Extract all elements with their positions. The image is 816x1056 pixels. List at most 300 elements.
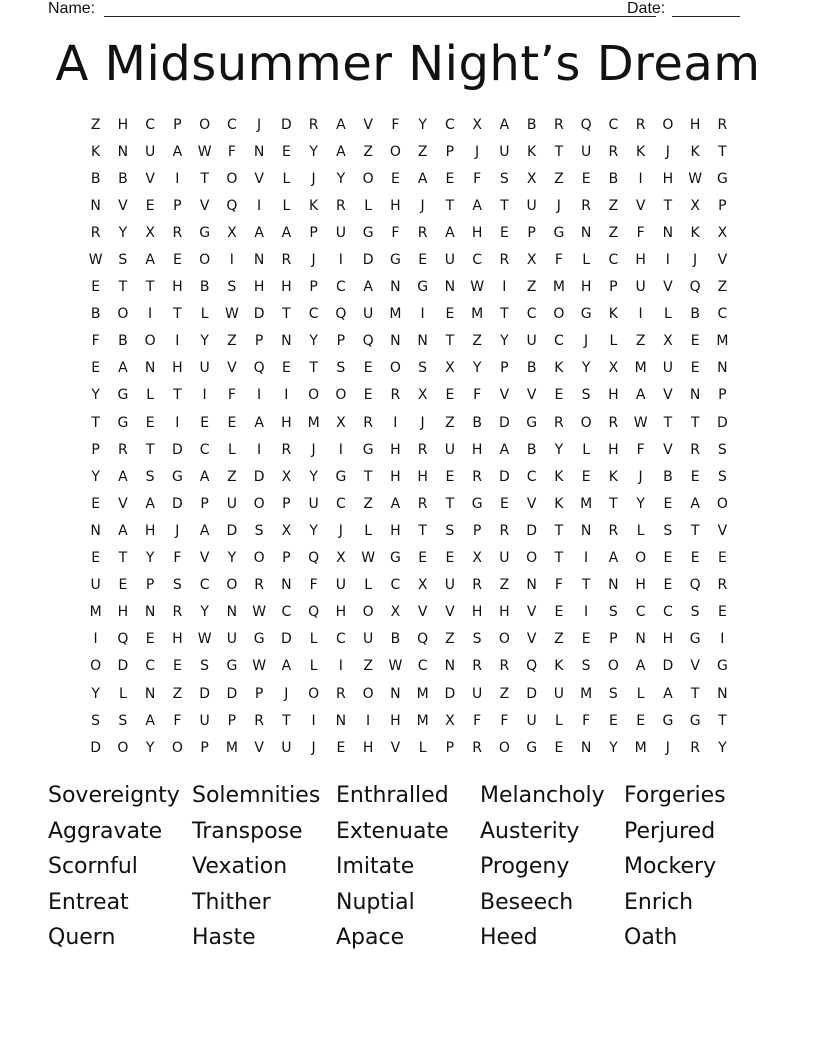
grid-cell: I bbox=[338, 658, 343, 675]
grid-cell: K bbox=[554, 468, 564, 485]
grid-cell: F bbox=[227, 387, 236, 404]
grid-row bbox=[82, 653, 736, 680]
grid-cell: D bbox=[226, 685, 238, 702]
grid-cell: U bbox=[90, 577, 101, 594]
grid-cell: G bbox=[171, 468, 183, 485]
grid-cell: A bbox=[281, 224, 292, 241]
grid-cell: D bbox=[171, 495, 183, 512]
grid-cell: Y bbox=[200, 333, 209, 350]
grid-cell: N bbox=[717, 685, 728, 702]
grid-cell: C bbox=[526, 468, 537, 485]
grid-cell: O bbox=[226, 170, 238, 187]
grid-cell: N bbox=[444, 658, 456, 675]
grid-cell: H bbox=[117, 604, 129, 621]
grid-cell: E bbox=[227, 414, 237, 431]
grid-cell: W bbox=[197, 631, 212, 648]
grid-cell: T bbox=[718, 712, 727, 729]
grid-row bbox=[82, 301, 736, 328]
grid-cell: P bbox=[472, 522, 482, 539]
grid-cell: D bbox=[90, 739, 102, 756]
grid-cell: C bbox=[281, 604, 292, 621]
grid-cell: D bbox=[253, 468, 265, 485]
grid-cell: B bbox=[90, 170, 101, 187]
grid-cell: V bbox=[717, 252, 728, 269]
word-list-item: Scornful bbox=[48, 854, 138, 880]
grid-cell: U bbox=[444, 441, 455, 458]
grid-cell: E bbox=[445, 550, 455, 567]
grid-cell: X bbox=[663, 333, 673, 350]
grid-cell: O bbox=[389, 143, 401, 160]
grid-cell: U bbox=[145, 143, 156, 160]
grid-cell: B bbox=[526, 360, 537, 377]
word-list bbox=[48, 778, 768, 956]
grid-cell: C bbox=[226, 116, 237, 133]
grid-cell: W bbox=[252, 658, 267, 675]
grid-cell: X bbox=[445, 360, 455, 377]
grid-cell: P bbox=[718, 197, 727, 214]
word-list-item: Sovereignty bbox=[48, 783, 180, 808]
grid-cell: U bbox=[472, 685, 483, 702]
grid-cell: A bbox=[172, 143, 183, 160]
grid-cell: A bbox=[336, 116, 346, 133]
grid-cell: H bbox=[117, 116, 129, 133]
grid-cell: O bbox=[607, 658, 619, 675]
grid-cell: V bbox=[199, 550, 210, 567]
grid-cell: J bbox=[420, 197, 425, 214]
grid-cell: F bbox=[554, 577, 563, 594]
grid-cell: K bbox=[636, 143, 646, 160]
grid-cell: M bbox=[471, 306, 484, 323]
grid-cell: E bbox=[608, 712, 618, 729]
grid-cell: B bbox=[526, 116, 537, 133]
grid-cell: F bbox=[473, 387, 482, 404]
grid-cell: M bbox=[416, 685, 429, 702]
grid-cell: S bbox=[172, 577, 182, 594]
grid-cell: S bbox=[608, 685, 618, 702]
grid-cell: C bbox=[417, 658, 428, 675]
grid-cell: I bbox=[175, 170, 180, 187]
grid-cell: B bbox=[118, 170, 128, 187]
grid-cell: E bbox=[690, 550, 700, 567]
grid-cell: T bbox=[173, 387, 182, 404]
grid-cell: G bbox=[553, 224, 565, 241]
grid-cell: W bbox=[633, 414, 648, 431]
grid-cell: G bbox=[716, 658, 728, 675]
grid-cell: T bbox=[581, 577, 591, 594]
grid-cell: I bbox=[202, 387, 207, 404]
grid-cell: O bbox=[308, 685, 320, 702]
grid-cell: D bbox=[716, 414, 728, 431]
grid-cell: F bbox=[582, 712, 591, 729]
grid-cell: P bbox=[254, 685, 264, 702]
grid-cell: X bbox=[526, 252, 537, 269]
grid-cell: Y bbox=[418, 116, 427, 133]
grid-cell: S bbox=[200, 658, 210, 675]
grid-cell: T bbox=[663, 197, 673, 214]
grid-cell: R bbox=[499, 522, 510, 539]
grid-cell: R bbox=[118, 441, 128, 458]
grid-cell: Z bbox=[635, 333, 646, 350]
grid-cell: N bbox=[580, 522, 592, 539]
grid-cell: O bbox=[716, 495, 728, 512]
grid-cell: N bbox=[526, 577, 537, 594]
grid-cell: U bbox=[308, 495, 319, 512]
grid-cell: J bbox=[556, 197, 561, 214]
grid-cell: I bbox=[665, 252, 670, 269]
word-list-item: Quern bbox=[48, 925, 116, 951]
grid-cell: Z bbox=[554, 170, 564, 187]
grid-cell: A bbox=[608, 550, 619, 567]
grid-cell: V bbox=[118, 495, 128, 512]
grid-cell: G bbox=[716, 170, 728, 187]
grid-cell: N bbox=[253, 143, 265, 160]
grid-cell: I bbox=[584, 550, 589, 567]
grid-cell: V bbox=[635, 197, 646, 214]
grid-cell: S bbox=[581, 658, 591, 675]
grid-cell: N bbox=[717, 360, 728, 377]
grid-cell: O bbox=[498, 631, 510, 648]
grid-cell: J bbox=[311, 441, 316, 458]
grid-cell: I bbox=[502, 279, 507, 296]
grid-cell: X bbox=[690, 197, 700, 214]
grid-cell: Q bbox=[417, 631, 429, 648]
grid-row bbox=[82, 138, 736, 165]
grid-cell: P bbox=[309, 224, 318, 241]
grid-cell: R bbox=[254, 577, 264, 594]
grid-cell: X bbox=[281, 468, 292, 485]
grid-cell: A bbox=[663, 685, 673, 702]
grid-cell: M bbox=[634, 739, 647, 756]
grid-cell: D bbox=[498, 468, 510, 485]
grid-cell: E bbox=[445, 170, 455, 187]
grid-cell: T bbox=[554, 143, 564, 160]
grid-cell: L bbox=[227, 441, 236, 458]
grid-cell: K bbox=[608, 468, 618, 485]
grid-cell: R bbox=[472, 658, 482, 675]
word-list-item: Extenuate bbox=[336, 818, 449, 844]
grid-cell: I bbox=[584, 604, 589, 621]
grid-cell: V bbox=[526, 495, 537, 512]
grid-cell: I bbox=[720, 631, 725, 648]
grid-cell: Z bbox=[445, 631, 455, 648]
grid-row bbox=[82, 599, 736, 626]
grid-cell: P bbox=[200, 495, 209, 512]
grid-cell: J bbox=[175, 522, 180, 539]
grid-cell: E bbox=[118, 577, 128, 594]
grid-cell: G bbox=[253, 631, 265, 648]
grid-cell: W bbox=[388, 658, 403, 675]
grid-cell: H bbox=[635, 577, 646, 594]
grid-cell: A bbox=[199, 468, 210, 485]
grid-cell: L bbox=[364, 577, 373, 594]
grid-cell: H bbox=[172, 360, 183, 377]
grid-cell: Y bbox=[500, 333, 509, 350]
grid-cell: S bbox=[690, 604, 700, 621]
grid-cell: D bbox=[280, 631, 292, 648]
grid-cell: J bbox=[665, 143, 670, 160]
grid-cell: R bbox=[172, 604, 183, 621]
grid-cell: W bbox=[688, 170, 703, 187]
grid-cell: N bbox=[281, 333, 292, 350]
grid-cell: R bbox=[608, 522, 619, 539]
grid-cell: R bbox=[254, 712, 264, 729]
word-list-item: Forgeries bbox=[624, 783, 726, 808]
grid-cell: C bbox=[444, 116, 455, 133]
grid-cell: S bbox=[663, 522, 673, 539]
grid-cell: Y bbox=[118, 224, 128, 241]
grid-cell: I bbox=[175, 333, 180, 350]
grid-cell: R bbox=[499, 252, 510, 269]
grid-cell: N bbox=[253, 252, 265, 269]
grid-cell: K bbox=[554, 360, 564, 377]
grid-cell: F bbox=[173, 712, 182, 729]
grid-cell: O bbox=[308, 387, 320, 404]
grid-cell: R bbox=[90, 224, 101, 241]
grid-cell: S bbox=[118, 712, 128, 729]
grid-cell: E bbox=[717, 550, 727, 567]
grid-cell: Z bbox=[363, 658, 373, 675]
grid-cell: E bbox=[690, 468, 700, 485]
word-list-item: Apace bbox=[336, 925, 405, 951]
grid-cell: R bbox=[417, 224, 428, 241]
grid-cell: N bbox=[335, 712, 347, 729]
grid-cell: E bbox=[445, 387, 455, 404]
grid-cell: T bbox=[690, 522, 700, 539]
grid-cell: R bbox=[554, 116, 564, 133]
grid-cell: B bbox=[199, 279, 210, 296]
grid-cell: V bbox=[363, 116, 373, 133]
grid-cell: L bbox=[554, 712, 563, 729]
grid-cell: M bbox=[307, 414, 320, 431]
grid-cell: Q bbox=[362, 333, 374, 350]
grid-cell: O bbox=[580, 414, 592, 431]
grid-cell: I bbox=[284, 387, 289, 404]
grid-cell: F bbox=[500, 712, 509, 729]
grid-cell: T bbox=[418, 522, 427, 539]
grid-cell: W bbox=[197, 143, 212, 160]
grid-cell: R bbox=[690, 441, 700, 458]
grid-cell: F bbox=[91, 333, 100, 350]
grid-cell: E bbox=[91, 360, 101, 377]
grid-cell: U bbox=[335, 577, 346, 594]
grid-cell: V bbox=[717, 522, 728, 539]
grid-row bbox=[82, 165, 736, 192]
grid-cell: Z bbox=[526, 279, 537, 296]
grid-cell: E bbox=[554, 739, 564, 756]
grid-cell: M bbox=[580, 685, 593, 702]
grid-cell: O bbox=[90, 658, 102, 675]
grid-cell: P bbox=[718, 387, 727, 404]
grid-cell: E bbox=[717, 604, 727, 621]
grid-cell: C bbox=[608, 252, 619, 269]
grid-cell: A bbox=[254, 224, 264, 241]
grid-cell: E bbox=[418, 252, 428, 269]
header bbox=[48, 0, 748, 20]
grid-cell: S bbox=[91, 712, 101, 729]
grid-cell: J bbox=[584, 333, 589, 350]
grid-cell: O bbox=[253, 550, 265, 567]
grid-cell: Z bbox=[608, 224, 619, 241]
word-list-item: Haste bbox=[192, 925, 256, 951]
word-list-item: Transpose bbox=[192, 818, 303, 844]
grid-cell: D bbox=[526, 685, 538, 702]
grid-cell: O bbox=[171, 739, 183, 756]
grid-cell: L bbox=[309, 658, 318, 675]
grid-cell: N bbox=[90, 522, 101, 539]
grid-cell: P bbox=[91, 441, 100, 458]
word-list-item: Entreat bbox=[48, 889, 129, 915]
grid-cell: S bbox=[608, 604, 618, 621]
grid-cell: A bbox=[118, 522, 128, 539]
grid-cell: U bbox=[199, 712, 210, 729]
grid-cell: Y bbox=[472, 360, 482, 377]
grid-cell: E bbox=[145, 197, 155, 214]
grid-cell: F bbox=[636, 441, 645, 458]
grid-cell: K bbox=[690, 224, 700, 241]
grid-cell: X bbox=[417, 387, 428, 404]
grid-row bbox=[82, 517, 736, 544]
grid-cell: A bbox=[281, 658, 292, 675]
grid-cell: L bbox=[418, 739, 427, 756]
grid-cell: G bbox=[662, 712, 674, 729]
grid-cell: T bbox=[91, 414, 100, 431]
grid-cell: L bbox=[636, 685, 645, 702]
grid-cell: W bbox=[361, 550, 376, 567]
grid-cell: E bbox=[581, 468, 591, 485]
grid-cell: E bbox=[145, 414, 155, 431]
grid-cell: A bbox=[499, 441, 510, 458]
grid-cell: T bbox=[554, 522, 564, 539]
grid-row bbox=[82, 382, 736, 409]
word-list-item: Aggravate bbox=[48, 818, 163, 844]
grid-cell: C bbox=[608, 116, 619, 133]
grid-cell: R bbox=[363, 414, 373, 431]
grid-cell: V bbox=[254, 170, 264, 187]
grid-cell: Y bbox=[718, 739, 727, 756]
grid-cell: D bbox=[498, 414, 510, 431]
grid-cell: F bbox=[636, 224, 645, 241]
word-list-item: Progeny bbox=[480, 854, 570, 880]
grid-cell: R bbox=[336, 685, 346, 702]
grid-cell: Z bbox=[363, 143, 373, 160]
grid-cell: Z bbox=[363, 495, 373, 512]
grid-cell: H bbox=[608, 387, 619, 404]
grid-cell: K bbox=[91, 143, 101, 160]
word-list-item: Enrich bbox=[624, 889, 694, 915]
grid-cell: J bbox=[420, 414, 425, 431]
grid-cell: H bbox=[390, 197, 401, 214]
grid-cell: E bbox=[663, 577, 673, 594]
grid-cell: S bbox=[499, 170, 509, 187]
grid-cell: P bbox=[445, 739, 455, 756]
grid-cell: N bbox=[117, 143, 129, 160]
grid-cell: I bbox=[148, 306, 153, 323]
grid-cell: B bbox=[118, 333, 128, 350]
grid-cell: V bbox=[390, 739, 401, 756]
grid-cell: E bbox=[172, 658, 182, 675]
grid-cell: I bbox=[638, 306, 643, 323]
grid-cell: G bbox=[689, 631, 701, 648]
grid-cell: H bbox=[172, 279, 183, 296]
grid-cell: U bbox=[226, 631, 237, 648]
grid-cell: V bbox=[663, 441, 673, 458]
grid-cell: L bbox=[582, 252, 591, 269]
grid-cell: O bbox=[199, 116, 211, 133]
grid-row bbox=[82, 707, 736, 734]
grid-cell: H bbox=[417, 468, 428, 485]
grid-cell: X bbox=[390, 604, 401, 621]
grid-cell: J bbox=[638, 468, 643, 485]
date-field-line bbox=[672, 16, 740, 17]
grid-cell: E bbox=[554, 604, 564, 621]
grid-cell: C bbox=[335, 495, 346, 512]
grid-row bbox=[82, 219, 736, 246]
grid-row bbox=[82, 734, 736, 761]
grid-cell: M bbox=[389, 306, 402, 323]
grid-cell: Z bbox=[172, 685, 183, 702]
grid-cell: U bbox=[526, 712, 537, 729]
grid-cell: C bbox=[199, 441, 210, 458]
word-list-item: Perjured bbox=[624, 818, 716, 844]
grid-cell: H bbox=[253, 279, 265, 296]
grid-cell: A bbox=[499, 116, 510, 133]
grid-row bbox=[82, 680, 736, 707]
grid-cell: V bbox=[118, 197, 128, 214]
grid-cell: N bbox=[417, 333, 428, 350]
grid-cell: T bbox=[309, 360, 318, 377]
grid-cell: M bbox=[634, 360, 647, 377]
grid-cell: R bbox=[417, 495, 428, 512]
grid-cell: U bbox=[226, 495, 237, 512]
grid-cell: I bbox=[638, 170, 643, 187]
grid-cell: H bbox=[390, 441, 401, 458]
grid-cell: L bbox=[609, 333, 618, 350]
grid-cell: N bbox=[390, 685, 401, 702]
grid-row bbox=[82, 355, 736, 382]
grid-cell: O bbox=[635, 550, 647, 567]
grid-cell: S bbox=[717, 441, 727, 458]
name-label: Name: bbox=[48, 0, 96, 17]
grid-cell: V bbox=[526, 631, 537, 648]
grid-cell: R bbox=[281, 441, 292, 458]
grid-cell: U bbox=[581, 143, 592, 160]
grid-cell: P bbox=[527, 224, 536, 241]
grid-cell: A bbox=[390, 495, 401, 512]
grid-cell: R bbox=[581, 197, 591, 214]
grid-cell: V bbox=[499, 387, 510, 404]
grid-cell: Z bbox=[227, 333, 237, 350]
grid-cell: I bbox=[366, 712, 371, 729]
grid-cell: X bbox=[227, 224, 237, 241]
grid-cell: R bbox=[690, 739, 700, 756]
grid-cell: C bbox=[199, 577, 210, 594]
name-field-line bbox=[104, 16, 656, 17]
grid-cell: Z bbox=[227, 468, 237, 485]
grid-cell: G bbox=[335, 468, 347, 485]
grid-cell: O bbox=[362, 170, 374, 187]
grid-cell: A bbox=[199, 522, 210, 539]
grid-cell: Y bbox=[91, 387, 100, 404]
grid-cell: C bbox=[390, 577, 401, 594]
grid-cell: O bbox=[389, 360, 401, 377]
grid-cell: U bbox=[363, 306, 374, 323]
grid-cell: U bbox=[499, 143, 510, 160]
grid-cell: E bbox=[636, 712, 646, 729]
grid-cell: C bbox=[335, 631, 346, 648]
grid-cell: X bbox=[417, 577, 428, 594]
grid-cell: E bbox=[690, 360, 700, 377]
grid-row bbox=[82, 274, 736, 301]
